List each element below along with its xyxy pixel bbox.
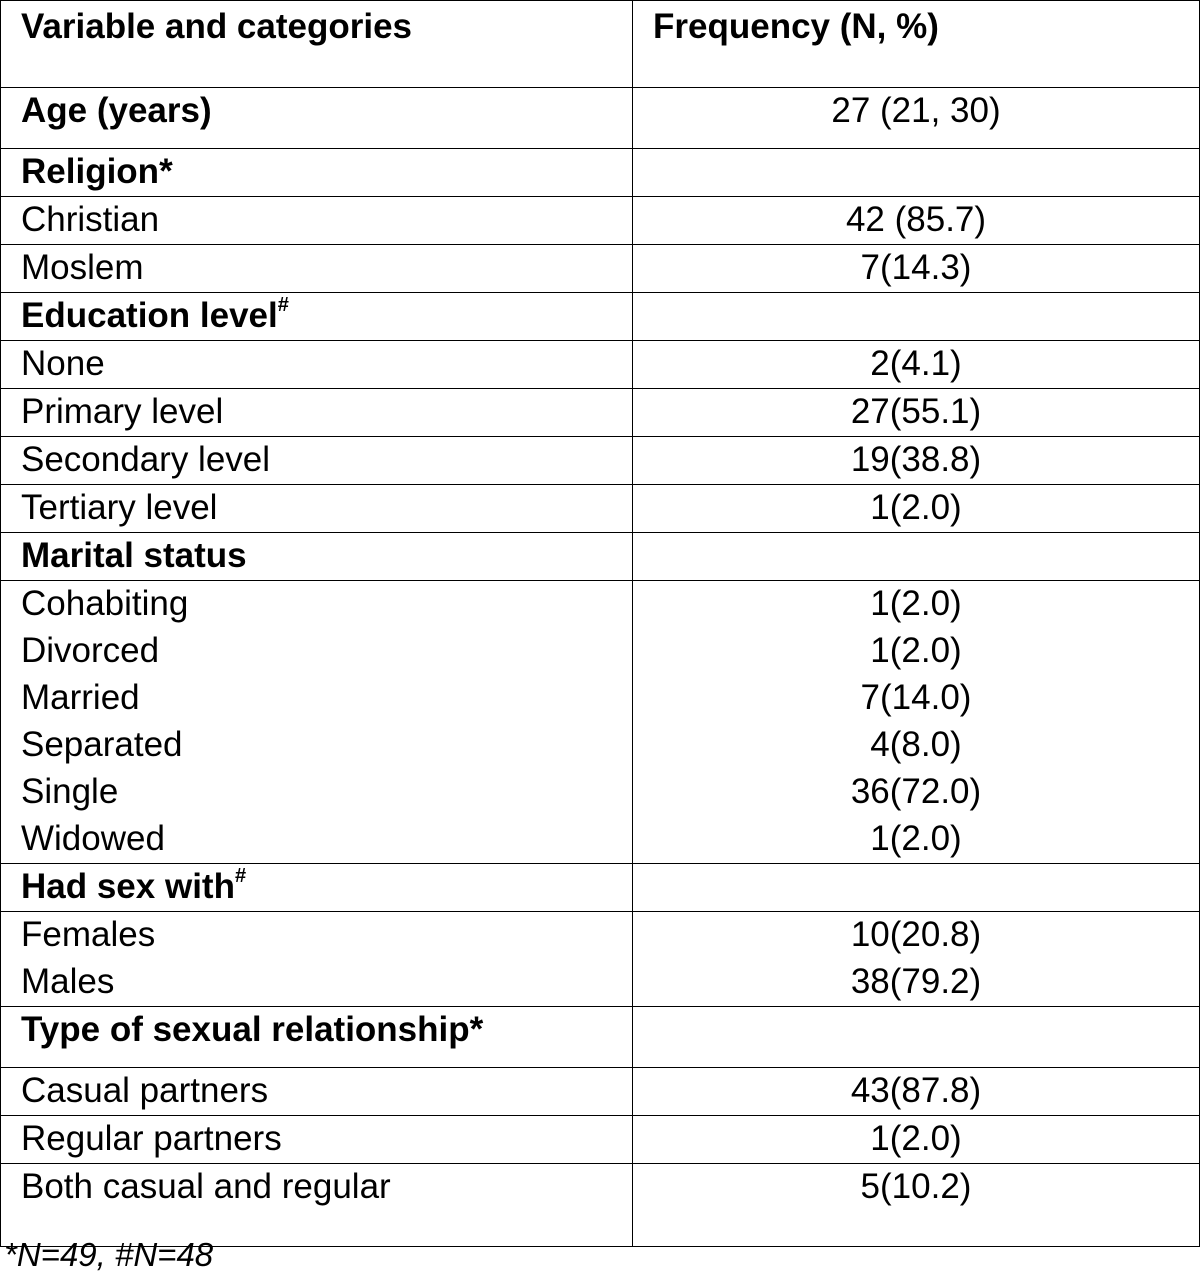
table-row bbox=[1, 581, 1200, 629]
table-row bbox=[1, 149, 1200, 197]
row-label-text: Married bbox=[21, 678, 140, 717]
row-label bbox=[1, 816, 633, 864]
row-label-text: Had sex with bbox=[21, 867, 235, 906]
table-row bbox=[1, 722, 1200, 769]
row-label bbox=[1, 245, 633, 293]
row-value bbox=[633, 864, 1200, 912]
table-row bbox=[1, 1116, 1200, 1164]
row-label-text: Regular partners bbox=[21, 1119, 282, 1158]
row-value: 1(2.0) bbox=[633, 581, 1200, 629]
row-label bbox=[1, 1116, 633, 1164]
row-value: 7(14.0) bbox=[633, 675, 1200, 722]
row-heading bbox=[1, 533, 633, 581]
row-value: 42 (85.7) bbox=[633, 197, 1200, 245]
row-heading bbox=[1, 149, 633, 197]
row-label bbox=[1, 722, 633, 769]
row-label-text: Christian bbox=[21, 200, 160, 239]
row-label-text: Education level bbox=[21, 296, 278, 335]
table-row bbox=[1, 245, 1200, 293]
table-row bbox=[1, 912, 1200, 960]
row-label bbox=[1, 485, 633, 533]
row-value: 38(79.2) bbox=[633, 959, 1200, 1007]
row-label bbox=[1, 769, 633, 816]
table-row bbox=[1, 197, 1200, 245]
row-label-text: Secondary level bbox=[21, 440, 271, 479]
row-value: 2(4.1) bbox=[633, 341, 1200, 389]
row-label-text: Divorced bbox=[21, 631, 160, 670]
row-value: 1(2.0) bbox=[633, 628, 1200, 675]
row-value bbox=[633, 1007, 1200, 1068]
row-heading bbox=[1, 864, 633, 912]
table-body bbox=[1, 1, 1200, 1247]
row-label bbox=[1, 341, 633, 389]
row-value: 27 (21, 30) bbox=[633, 88, 1200, 149]
table-row bbox=[1, 437, 1200, 485]
row-label-text: Religion bbox=[21, 152, 160, 191]
row-label-mark: # bbox=[277, 294, 289, 316]
row-label bbox=[1, 1068, 633, 1116]
table-row bbox=[1, 1068, 1200, 1116]
table-row bbox=[1, 959, 1200, 1007]
row-label bbox=[1, 437, 633, 485]
row-label bbox=[1, 581, 633, 629]
row-label bbox=[1, 959, 633, 1007]
table-row bbox=[1, 293, 1200, 341]
row-label bbox=[1, 912, 633, 960]
row-label bbox=[1, 197, 633, 245]
header-variable: Variable and categories bbox=[1, 1, 633, 88]
row-value: 7(14.3) bbox=[633, 245, 1200, 293]
row-heading bbox=[1, 88, 633, 149]
row-label-text: Moslem bbox=[21, 248, 144, 287]
table-row bbox=[1, 816, 1200, 864]
row-value: 43(87.8) bbox=[633, 1068, 1200, 1116]
row-label-text: Cohabiting bbox=[21, 584, 189, 623]
row-label-text: Separated bbox=[21, 725, 183, 764]
row-label-mark: # bbox=[234, 865, 247, 887]
table-row bbox=[1, 864, 1200, 912]
row-value: 5(10.2) bbox=[633, 1164, 1200, 1247]
row-label-mark: * bbox=[469, 1010, 484, 1049]
row-value: 4(8.0) bbox=[633, 722, 1200, 769]
table-row bbox=[1, 1007, 1200, 1068]
table-row bbox=[1, 675, 1200, 722]
row-value: 1(2.0) bbox=[633, 816, 1200, 864]
footnote: *N=49, #N=48 bbox=[4, 1236, 214, 1273]
row-label-text: Age (years) bbox=[21, 91, 212, 130]
table-row bbox=[1, 769, 1200, 816]
row-label-text: Type of sexual relationship bbox=[21, 1010, 470, 1049]
table-row bbox=[1, 389, 1200, 437]
table-header-row bbox=[1, 1, 1200, 88]
row-value: 27(55.1) bbox=[633, 389, 1200, 437]
row-label bbox=[1, 675, 633, 722]
row-label-mark: * bbox=[159, 152, 173, 191]
row-label-text: Single bbox=[21, 772, 119, 811]
row-value: 36(72.0) bbox=[633, 769, 1200, 816]
row-label-text: Males bbox=[21, 962, 115, 1001]
row-label-text: Marital status bbox=[21, 536, 247, 575]
row-label-text: Widowed bbox=[21, 819, 165, 858]
table-row bbox=[1, 533, 1200, 581]
row-value bbox=[633, 293, 1200, 341]
row-heading bbox=[1, 1007, 633, 1068]
row-heading bbox=[1, 293, 633, 341]
table-row bbox=[1, 341, 1200, 389]
row-label bbox=[1, 1164, 633, 1247]
row-label-text: Tertiary level bbox=[21, 488, 218, 527]
row-label-text: Females bbox=[21, 915, 156, 954]
table-row bbox=[1, 1164, 1200, 1247]
row-label-text: Both casual and regular bbox=[21, 1167, 391, 1206]
row-value bbox=[633, 149, 1200, 197]
row-value: 1(2.0) bbox=[633, 485, 1200, 533]
header-frequency: Frequency (N, %) bbox=[633, 1, 1200, 88]
row-value bbox=[633, 533, 1200, 581]
row-value: 10(20.8) bbox=[633, 912, 1200, 960]
row-label-text: Casual partners bbox=[21, 1071, 269, 1110]
row-value: 1(2.0) bbox=[633, 1116, 1200, 1164]
table-row bbox=[1, 88, 1200, 149]
row-value: 19(38.8) bbox=[633, 437, 1200, 485]
table-row bbox=[1, 628, 1200, 675]
row-label-text: None bbox=[21, 344, 105, 383]
row-label-text: Primary level bbox=[21, 392, 224, 431]
table-row bbox=[1, 485, 1200, 533]
row-label bbox=[1, 628, 633, 675]
row-label bbox=[1, 389, 633, 437]
